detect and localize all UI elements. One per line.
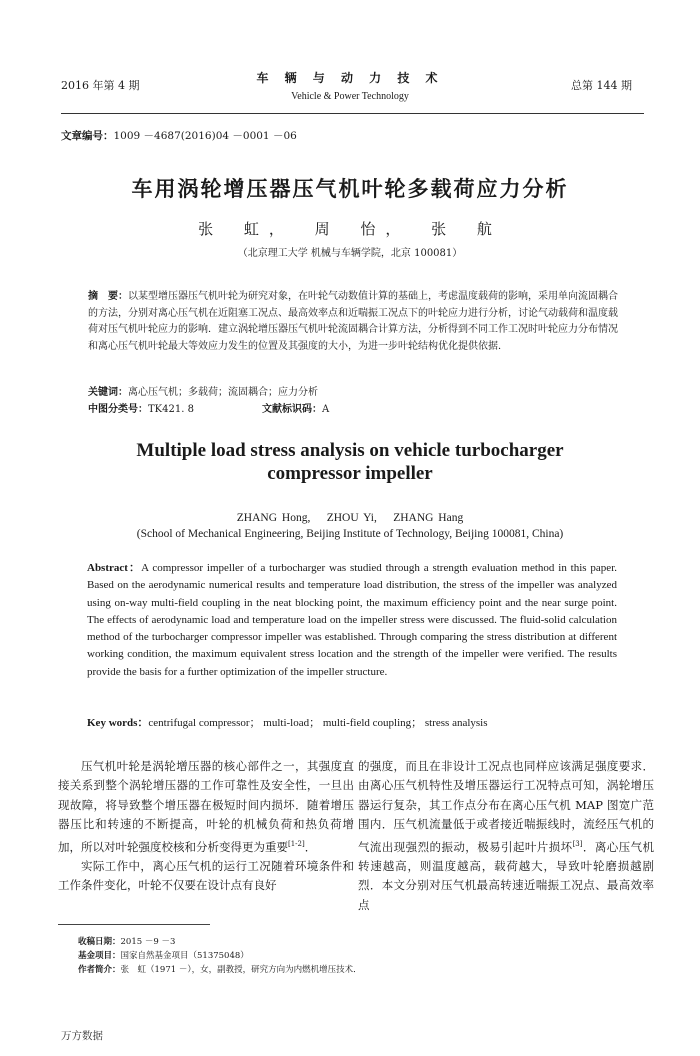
keywords-cn-block bbox=[88, 384, 329, 418]
authors-en: ZHANG Hong, ZHOU Yi, ZHANG Hang bbox=[236, 512, 464, 524]
abstract-en-text: A compressor impeller of a turbocharger was studied through a strength evaluation method in this paper. Based on the aerodynamic numerical results and temperature load distribution, the stress of the impeller was analyzed using on-way multi-field coupling in the neat blocking point, the maximum efficiency point and the near surge point. The effects of aerodynamic load and temperature load on the impeller stress were discussed. The fluid-solid calculation method of the turbocharger compressor impeller was established. Through comparing the stress distribution at different working condition, the maximum equivalent stress location and the strength of the impeller were verified. The results provide the basis for a further optimization of the impeller structure. bbox=[87, 562, 617, 678]
clc-label: 中图分类号： bbox=[88, 404, 148, 415]
body-column-right bbox=[358, 757, 654, 915]
footnote-divider bbox=[58, 924, 210, 925]
abstract-cn-label: 摘 要： bbox=[88, 291, 128, 302]
keywords-en bbox=[87, 714, 488, 730]
body-column-left bbox=[58, 757, 354, 896]
body-paragraph bbox=[358, 757, 654, 915]
footnote-author bbox=[78, 963, 362, 977]
footnote-label: 收稿日期： bbox=[78, 937, 121, 947]
footnote-label: 基金项目： bbox=[78, 951, 121, 961]
keywords-cn bbox=[88, 384, 329, 401]
total-issue-number: 总第 144 期 bbox=[571, 79, 632, 92]
keywords-en-label: Key words： bbox=[87, 717, 149, 729]
article-number bbox=[61, 128, 297, 143]
keywords-cn-text: 离心压气机；多载荷；流固耦合；应力分析 bbox=[128, 387, 318, 398]
clc-value: TK421. 8 bbox=[148, 404, 194, 415]
affiliation-cn: （北京理工大学 机械与车辆学院，北京 100081） bbox=[237, 248, 463, 259]
authors-cn: 张 虹， 周 怡， 张 航 bbox=[198, 220, 502, 238]
classification bbox=[88, 401, 329, 418]
body-paragraph-text: ．离心压气机转速越高，则温度越高，载荷越大，导致叶轮磨损越剧烈．本文分别对压气机最高转速近喘振工况点、最高效率点 bbox=[358, 839, 655, 912]
footnote-received bbox=[78, 935, 362, 949]
abstract-en bbox=[87, 560, 617, 681]
footnote-value: 2015 －9 －3 bbox=[120, 937, 176, 947]
footnotes bbox=[78, 935, 362, 977]
journal-name-cn: 车 辆 与 动 力 技 术 bbox=[256, 71, 444, 85]
footnote-fund bbox=[78, 949, 362, 963]
body-paragraph-end: ． bbox=[304, 839, 317, 854]
abstract-cn bbox=[88, 289, 618, 355]
title-cn: 车用涡轮增压器压气机叶轮多载荷应力分析 bbox=[131, 177, 569, 201]
body-paragraph: 实际工作中，离心压气机的运行工况随着环境条件和工作条件变化，叶轮不仅要在设计点有良好 bbox=[58, 858, 354, 893]
footnote-label: 作者简介： bbox=[78, 965, 121, 975]
journal-name-en: Vehicle & Power Technology bbox=[291, 91, 409, 102]
body-paragraph-text: 的强度，而且在非设计工况点也同样应该满足强度要求．由离心压气机特性及增压器运行工况特点可知，涡轮增压器运行复杂，其工作点分布在离心压气机 MAP 图宽广范围内．压气机流量低于或者接近喘振线时，流经压气机的气流出现强烈的振动，极易引起叶片损坏 bbox=[358, 759, 654, 854]
doc-code-label: 文献标识码： bbox=[261, 404, 322, 415]
body-paragraph bbox=[58, 757, 354, 857]
watermark: 万方数据 bbox=[61, 1030, 103, 1042]
body-paragraph-text: 压气机叶轮是涡轮增压器的核心部件之一，其强度直接关系到整个涡轮增压器的工作可靠性及安全性，一旦出现故障，将导致整个增压器在极短时间内损坏．随着增压器压比和转速的不断提高，叶轮的机械负荷和热负荷增加，所以对叶轮强度校核和分析变得更为重要 bbox=[58, 759, 354, 854]
article-number-label: 文章编号： bbox=[61, 130, 114, 142]
doc-code-value: A bbox=[321, 404, 330, 415]
abstract-cn-text: 以某型增压器压气机叶轮为研究对象，在叶轮气动数值计算的基础上，考虑温度载荷的影响，采用单向流固耦合的方法，分别对离心压气机在近阻塞工况点、最高效率点和近喘振工况点下的叶轮应力进行分析，讨论气动载荷和温度载荷对压气机叶轮应力的影响．建立涡轮增压器压气机叶轮流固耦合计算方法，分析得到不同工作工况时叶轮应力分布情况和离心压气机叶轮最大等效应力发生的位置及其强度的大小，为进一步叶轮结构优化提供依据． bbox=[88, 291, 618, 352]
title-en bbox=[0, 439, 700, 485]
citation[interactable]: [1-2] bbox=[288, 839, 305, 848]
abstract-en-label: Abstract： bbox=[87, 562, 142, 574]
keywords-cn-label: 关键词： bbox=[88, 387, 128, 398]
affiliation-en: (School of Mechanical Engineering, Beijing Institute of Technology, Beijing 100081, China) bbox=[136, 528, 564, 540]
keywords-en-text: centrifugal compressor； multi-load； multi-field coupling； stress analysis bbox=[148, 717, 488, 729]
issue-number: 2016 年第 4 期 bbox=[61, 79, 140, 92]
citation[interactable]: [3] bbox=[572, 839, 583, 848]
title-en-text: Multiple load stress analysis on vehicle turbocharger compressor impeller bbox=[136, 440, 564, 484]
journal-name bbox=[200, 69, 500, 102]
footnote-value: 国家自然基金项目（51375048） bbox=[120, 951, 249, 961]
footnote-value: 张 虹（1971 －），女，副教授，研究方向为内燃机增压技术． bbox=[120, 965, 362, 975]
header-divider bbox=[61, 113, 644, 114]
article-number-value: 1009 －4687(2016)04 －0001 －06 bbox=[113, 130, 297, 142]
